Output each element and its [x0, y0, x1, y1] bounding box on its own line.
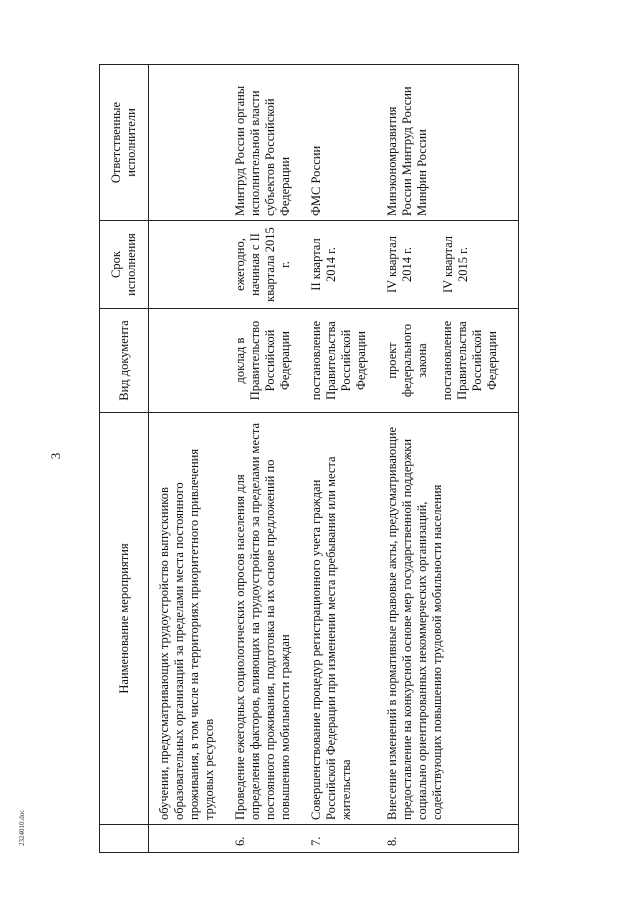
- row-doc-type: [149, 309, 226, 413]
- rotated-page: [60, 0, 640, 905]
- header-term: Срок исполнения: [100, 221, 149, 309]
- row-name: Совершенствование процедур регистрационного учета граждан Российской Федерации при изменении места пребывания или места жительства: [301, 413, 377, 825]
- measures-table: [99, 64, 519, 853]
- row-doc-type-secondary: постановление Правительства Российской Федерации: [440, 320, 499, 401]
- document-footer: 2324010.doc: [18, 809, 26, 846]
- row-term-secondary: IV квартал 2015 г.: [441, 235, 470, 294]
- row-number: 7.: [301, 825, 377, 853]
- table-header-row: [100, 65, 149, 853]
- table-container: [60, 0, 640, 905]
- row-doc-type-cell: [377, 309, 519, 413]
- table-row: [377, 65, 519, 853]
- row-term: ежегодно, начиная с II квартала 2015 г.: [225, 221, 301, 309]
- header-responsible: Ответственные исполнители: [100, 65, 149, 221]
- row-responsible: Минтруд России органы исполнительной власти субъектов Российской Федерации: [225, 65, 301, 221]
- row-name: Внесение изменений в нормативные правовые акты, предусматривающие предоставление на конкурсной основе мер государственной поддержки социально ориентированных некоммерческих организаций, содействующих повышению трудовой мобильности населения: [377, 413, 519, 825]
- row-name: Проведение ежегодных социологических опросов населения для определения факторов, влияющих на трудоустройство за пределами места постоянного проживания, подготовка на их основе предложений по повышению мобильности граждан: [225, 413, 301, 825]
- row-number: 8.: [377, 825, 519, 853]
- header-num: [100, 825, 149, 853]
- table-row: [225, 65, 301, 853]
- row-responsible: [149, 65, 226, 221]
- row-doc-type: проект федерального закона: [385, 323, 429, 398]
- row-term: II квартал 2014 г.: [301, 221, 377, 309]
- row-term-cell: [377, 221, 519, 309]
- header-name: Наименование мероприятия: [100, 413, 149, 825]
- table-row: [149, 65, 226, 853]
- row-responsible: Минэкономразвития России Минтруд России Минфин России: [377, 65, 519, 221]
- row-responsible: ФМС России: [301, 65, 377, 221]
- row-number: [149, 825, 226, 853]
- row-number: 6.: [225, 825, 301, 853]
- header-doc-type: Вид документа: [100, 309, 149, 413]
- row-term: [149, 221, 226, 309]
- row-doc-type: постановление Правительства Российской Федерации: [301, 309, 377, 413]
- page-number: 3: [48, 452, 63, 460]
- table-row: [301, 65, 377, 853]
- row-name: обучении, предусматривающих трудоустройство выпускников образовательных организаций за пределами места постоянного проживания, в том числе на территориях приоритетного привлечения трудовых ресурсов: [149, 413, 226, 825]
- row-doc-type: доклад в Правительство Российской Федерации: [225, 309, 301, 413]
- row-term: IV квартал 2014 г.: [385, 235, 414, 294]
